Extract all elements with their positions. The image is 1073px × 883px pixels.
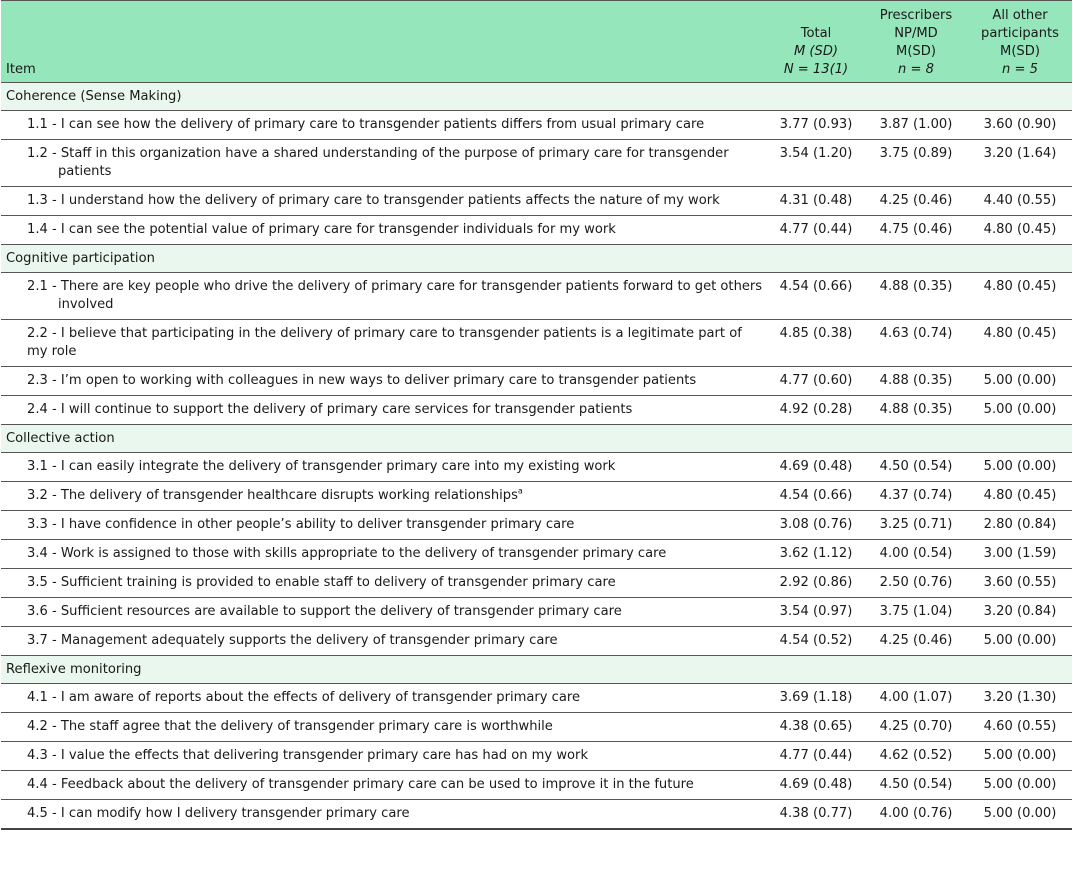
- prescribers-value: 4.25 (0.46): [864, 187, 968, 216]
- total-value: 4.54 (0.66): [768, 273, 864, 320]
- item-label: 1.2 - Staff in this organization have a shared understanding of the purpose of primary care for transgender patients: [27, 146, 729, 179]
- prescribers-value: 4.00 (0.76): [864, 800, 968, 830]
- others-value: 3.60 (0.90): [968, 111, 1072, 140]
- table-row: [1, 742, 1072, 771]
- item-label: 2.1 - There are key people who drive the delivery of primary care for transgender patients forward to get others involved: [27, 279, 763, 312]
- item-text: [1, 273, 768, 320]
- item-label: 4.3 - I value the effects that delivering transgender primary care has had on my work: [27, 748, 589, 763]
- section-header: [1, 245, 1072, 273]
- item-label: 3.5 - Sufficient training is provided to enable staff to delivery of transgender primary care: [27, 575, 616, 590]
- total-value: 4.54 (0.52): [768, 627, 864, 656]
- total-value: 4.31 (0.48): [768, 187, 864, 216]
- table-row: [1, 771, 1072, 800]
- prescribers-value: 4.63 (0.74): [864, 320, 968, 367]
- prescribers-value: 3.75 (0.89): [864, 140, 968, 187]
- item-label: 3.3 - I have confidence in other people’s ability to deliver transgender primary care: [27, 517, 575, 532]
- item-label: 2.2 - I believe that participating in the delivery of primary care to transgender patients is a legitimate part of my role: [27, 326, 742, 359]
- total-value: 4.69 (0.48): [768, 771, 864, 800]
- table-row: [1, 540, 1072, 569]
- others-value: 4.80 (0.45): [968, 273, 1072, 320]
- table-row: [1, 187, 1072, 216]
- item-label: 1.1 - I can see how the delivery of primary care to transgender patients differs from usual primary care: [27, 117, 705, 132]
- section-title: Cognitive participation: [1, 245, 1072, 273]
- prescribers-value: 4.37 (0.74): [864, 482, 968, 511]
- others-value: 4.80 (0.45): [968, 482, 1072, 511]
- others-value: 4.40 (0.55): [968, 187, 1072, 216]
- table-row: [1, 140, 1072, 187]
- section-title: Collective action: [1, 425, 1072, 453]
- section-title: Reflexive monitoring: [1, 656, 1072, 684]
- others-value: 3.60 (0.55): [968, 569, 1072, 598]
- total-value: 3.08 (0.76): [768, 511, 864, 540]
- item-text: [1, 540, 768, 569]
- item-text: [1, 569, 768, 598]
- table-row: [1, 713, 1072, 742]
- prescribers-value: 4.88 (0.35): [864, 367, 968, 396]
- total-value: 4.85 (0.38): [768, 320, 864, 367]
- item-text: [1, 800, 768, 830]
- total-value: 3.69 (1.18): [768, 684, 864, 713]
- total-value: 2.92 (0.86): [768, 569, 864, 598]
- header-others: All other participants M(SD) n = 5: [968, 1, 1072, 83]
- prescribers-value: 3.75 (1.04): [864, 598, 968, 627]
- total-value: 4.38 (0.77): [768, 800, 864, 830]
- others-value: 4.60 (0.55): [968, 713, 1072, 742]
- prescribers-value: 2.50 (0.76): [864, 569, 968, 598]
- item-label: 4.5 - I can modify how I delivery transgender primary care: [27, 806, 410, 821]
- item-text: [1, 111, 768, 140]
- table-row: [1, 684, 1072, 713]
- total-value: 4.38 (0.65): [768, 713, 864, 742]
- table-row: [1, 396, 1072, 425]
- item-text: [1, 684, 768, 713]
- prescribers-value: 4.25 (0.46): [864, 627, 968, 656]
- prescribers-value: 4.50 (0.54): [864, 453, 968, 482]
- others-value: 5.00 (0.00): [968, 771, 1072, 800]
- others-value: 4.80 (0.45): [968, 216, 1072, 245]
- item-label: 4.1 - I am aware of reports about the effects of delivery of transgender primary care: [27, 690, 581, 705]
- item-text: [1, 482, 768, 511]
- results-table: [1, 0, 1072, 830]
- header-row: [1, 1, 1072, 83]
- item-text: [1, 771, 768, 800]
- item-label: 3.4 - Work is assigned to those with skills appropriate to the delivery of transgender primary care: [27, 546, 667, 561]
- others-value: 4.80 (0.45): [968, 320, 1072, 367]
- table-row: [1, 111, 1072, 140]
- section-title: Coherence (Sense Making): [1, 83, 1072, 111]
- item-label: 4.2 - The staff agree that the delivery of transgender primary care is worthwhile: [27, 719, 553, 734]
- table-row: [1, 598, 1072, 627]
- item-text: [1, 396, 768, 425]
- total-value: 3.54 (1.20): [768, 140, 864, 187]
- others-value: 3.20 (1.64): [968, 140, 1072, 187]
- others-value: 2.80 (0.84): [968, 511, 1072, 540]
- total-value: 3.54 (0.97): [768, 598, 864, 627]
- others-value: 5.00 (0.00): [968, 453, 1072, 482]
- prescribers-value: 4.88 (0.35): [864, 396, 968, 425]
- total-value: 4.92 (0.28): [768, 396, 864, 425]
- total-value: 4.77 (0.60): [768, 367, 864, 396]
- item-text: [1, 598, 768, 627]
- table-row: [1, 482, 1072, 511]
- others-value: 5.00 (0.00): [968, 627, 1072, 656]
- prescribers-value: 4.88 (0.35): [864, 273, 968, 320]
- footnote-marker: a: [517, 486, 523, 496]
- table-row: [1, 453, 1072, 482]
- prescribers-value: 4.62 (0.52): [864, 742, 968, 771]
- item-text: [1, 320, 768, 367]
- header-prescribers: Prescribers NP/MD M(SD) n = 8: [864, 1, 968, 83]
- prescribers-value: 3.25 (0.71): [864, 511, 968, 540]
- item-label: 3.6 - Sufficient resources are available to support the delivery of transgender primary care: [27, 604, 622, 619]
- others-value: 3.20 (0.84): [968, 598, 1072, 627]
- item-label: 1.4 - I can see the potential value of primary care for transgender individuals for my work: [27, 222, 616, 237]
- section-header: [1, 656, 1072, 684]
- table-row: [1, 800, 1072, 830]
- table-row: [1, 320, 1072, 367]
- item-text: [1, 511, 768, 540]
- prescribers-value: 4.50 (0.54): [864, 771, 968, 800]
- item-label: 3.2 - The delivery of transgender healthcare disrupts working relationships$^a$: [27, 486, 523, 503]
- item-label: 3.1 - I can easily integrate the delivery of transgender primary care into my existing work: [27, 459, 616, 474]
- total-value: 4.77 (0.44): [768, 742, 864, 771]
- others-value: 5.00 (0.00): [968, 742, 1072, 771]
- item-text: [1, 140, 768, 187]
- others-value: 5.00 (0.00): [968, 367, 1072, 396]
- item-text: [1, 713, 768, 742]
- total-value: 3.77 (0.93): [768, 111, 864, 140]
- table-row: [1, 627, 1072, 656]
- total-value: 4.54 (0.66): [768, 482, 864, 511]
- prescribers-value: 4.00 (1.07): [864, 684, 968, 713]
- item-label: 4.4 - Feedback about the delivery of transgender primary care can be used to improve it in the future: [27, 777, 694, 792]
- total-value: 4.77 (0.44): [768, 216, 864, 245]
- prescribers-value: 4.75 (0.46): [864, 216, 968, 245]
- item-text: [1, 216, 768, 245]
- prescribers-value: 4.25 (0.70): [864, 713, 968, 742]
- others-value: 3.00 (1.59): [968, 540, 1072, 569]
- total-value: 3.62 (1.12): [768, 540, 864, 569]
- others-value: 3.20 (1.30): [968, 684, 1072, 713]
- table-row: [1, 273, 1072, 320]
- item-text: [1, 742, 768, 771]
- total-value: 4.69 (0.48): [768, 453, 864, 482]
- item-text: [1, 627, 768, 656]
- item-label: 1.3 - I understand how the delivery of primary care to transgender patients affects the nature of my work: [27, 193, 720, 208]
- item-text: [1, 187, 768, 216]
- table-row: [1, 569, 1072, 598]
- item-label: 2.3 - I’m open to working with colleagues in new ways to deliver primary care to transgender patients: [27, 373, 697, 388]
- header-item: Item: [1, 1, 768, 83]
- section-header: [1, 425, 1072, 453]
- table-row: [1, 367, 1072, 396]
- item-text: [1, 367, 768, 396]
- prescribers-value: 4.00 (0.54): [864, 540, 968, 569]
- item-text: [1, 453, 768, 482]
- prescribers-value: 3.87 (1.00): [864, 111, 968, 140]
- item-label: 3.7 - Management adequately supports the delivery of transgender primary care: [27, 633, 558, 648]
- table-body: [1, 83, 1072, 830]
- others-value: 5.00 (0.00): [968, 800, 1072, 830]
- section-header: [1, 83, 1072, 111]
- item-label: 2.4 - I will continue to support the delivery of primary care services for transgender patients: [27, 402, 633, 417]
- header-total: Total M (SD) N = 13(1): [768, 1, 864, 83]
- table-row: [1, 216, 1072, 245]
- others-value: 5.00 (0.00): [968, 396, 1072, 425]
- table-row: [1, 511, 1072, 540]
